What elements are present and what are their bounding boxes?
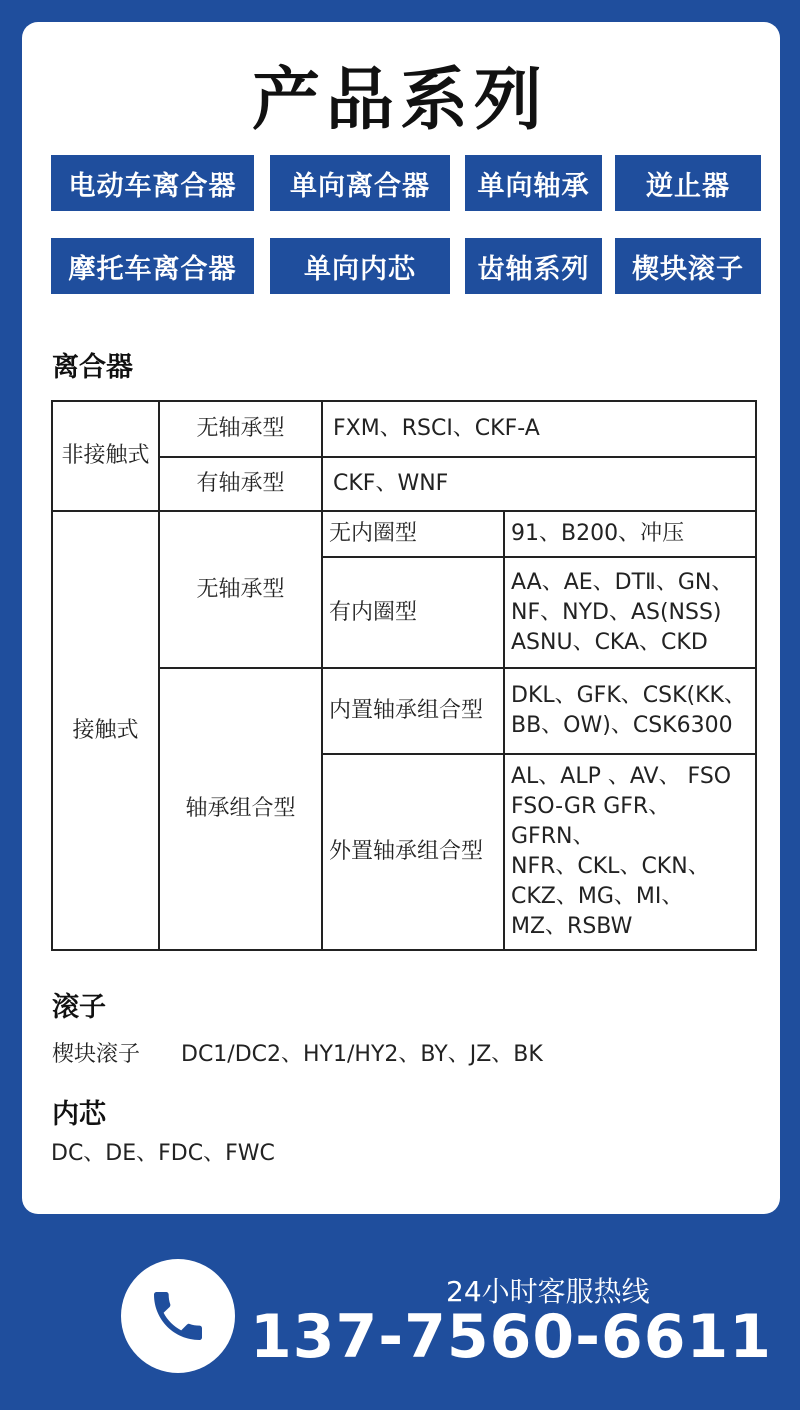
category-button-sprag-roller[interactable]: 楔块滚子 xyxy=(615,238,761,294)
models-line: FSO-GR GFR、GFRN、 xyxy=(511,794,671,849)
clutch-heading: 离合器 xyxy=(52,352,133,383)
category-button-backstop[interactable]: 逆止器 xyxy=(615,155,761,211)
models-line: MZ、RSBW xyxy=(511,914,633,939)
models-line: ASNU、CKA、CKD xyxy=(511,629,708,655)
models-cell xyxy=(504,557,756,668)
type-cell: 有内圈型 xyxy=(322,557,504,668)
models-line: AL、ALP 、AV、 FSO xyxy=(511,764,732,789)
models-line: BB、OW)、CSK6300 xyxy=(511,713,733,738)
category-button-one-way-core[interactable]: 单向内芯 xyxy=(270,238,450,294)
clutch-spec-table xyxy=(51,400,757,951)
category-button-ebike-clutch[interactable]: 电动车离合器 xyxy=(51,155,254,211)
type-cell: 无内圈型 xyxy=(322,511,504,557)
subgroup-label: 轴承组合型 xyxy=(159,668,322,950)
page-title: 产品系列 xyxy=(251,61,548,140)
models-line: AA、AE、DTⅡ、GN、 xyxy=(511,569,734,595)
type-cell: 内置轴承组合型 xyxy=(322,668,504,754)
subgroup-label: 无轴承型 xyxy=(159,511,322,668)
category-button-one-way-clutch[interactable]: 单向离合器 xyxy=(270,155,450,211)
phone-icon[interactable] xyxy=(121,1259,235,1373)
models-cell: CKF、WNF xyxy=(322,457,756,511)
models-cell xyxy=(504,754,756,950)
type-cell: 外置轴承组合型 xyxy=(322,754,504,950)
contact-label: 接触式 xyxy=(52,511,159,950)
hotline-label: 24小时客服热线 xyxy=(446,1275,650,1308)
phone-handset-graphic xyxy=(146,1284,210,1348)
category-button-motorcycle-clutch[interactable]: 摩托车离合器 xyxy=(51,238,254,294)
category-button-one-way-bearing[interactable]: 单向轴承 xyxy=(465,155,602,211)
roller-models: DC1/DC2、HY1/HY2、BY、JZ、BK xyxy=(181,1042,543,1067)
models-line: DKL、GFK、CSK(KK、 xyxy=(511,683,746,708)
models-line: NFR、CKL、CKN、 xyxy=(511,854,710,879)
category-button-gear-shaft[interactable]: 齿轴系列 xyxy=(465,238,602,294)
type-cell: 有轴承型 xyxy=(159,457,322,511)
models-line: 91、B200、冲压 xyxy=(511,521,685,546)
roller-label: 楔块滚子 xyxy=(52,1042,141,1067)
models-cell xyxy=(504,511,756,557)
models-cell xyxy=(504,668,756,754)
hotline-number[interactable]: 137-7560-6611 xyxy=(250,1302,773,1372)
non-contact-label: 非接触式 xyxy=(52,401,159,511)
models-cell: FXM、RSCI、CKF-A xyxy=(322,401,756,457)
models-line: NF、NYD、AS(NSS) xyxy=(511,599,722,625)
core-models: DC、DE、FDC、FWC xyxy=(51,1141,275,1166)
type-cell: 无轴承型 xyxy=(159,401,322,457)
models-line: CKZ、MG、MI、 xyxy=(511,884,684,909)
core-heading: 内芯 xyxy=(52,1099,106,1130)
roller-heading: 滚子 xyxy=(52,992,106,1023)
